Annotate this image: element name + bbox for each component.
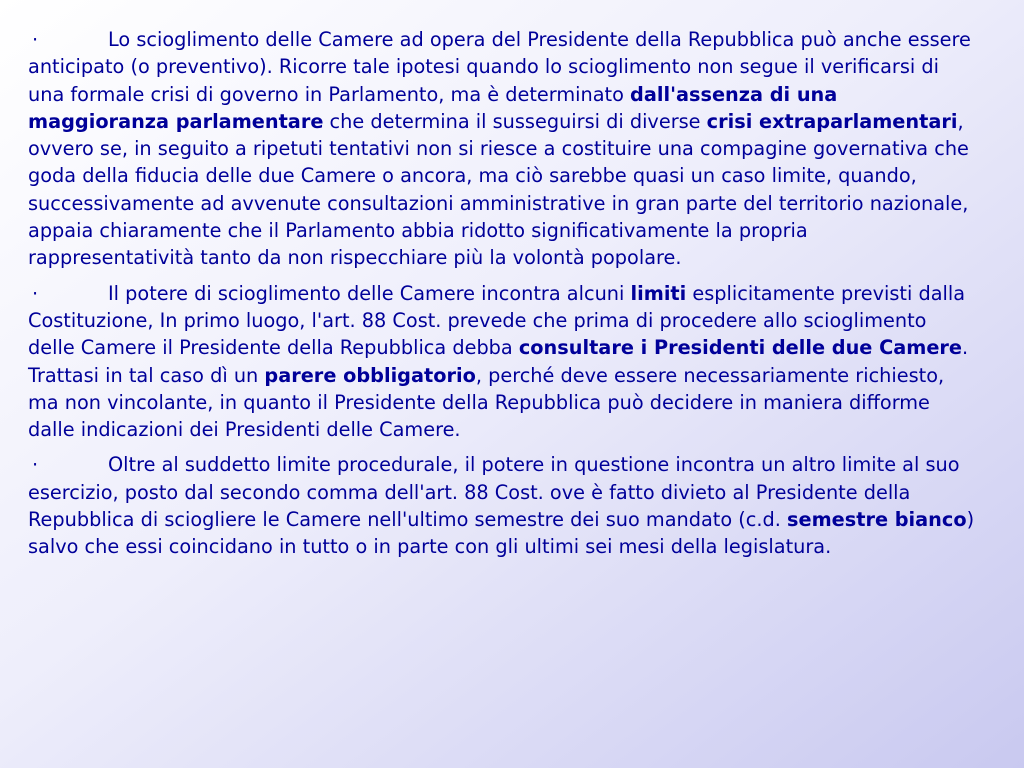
paragraph-2-emphasis: consultare i Presidenti delle due Camere bbox=[518, 336, 963, 360]
paragraph-1 bbox=[28, 26, 978, 272]
paragraph-2-emphasis: parere obbligatorio bbox=[264, 363, 476, 387]
paragraph-1-text: , ovvero se, in seguito a ripetuti tentativi non si riesce a costituire una compagine governativa che goda della fiducia delle due Camere o ancora, ma ciò sarebbe quasi un caso limite, quando, successivamente ad avvenute consultazioni amministrative in gran parte del territorio nazionale, appaia chiaramente che il Parlamento abbia ridotto significativamente la propria rappresentatività tanto da non rispecchiare più la volontà popolare. bbox=[28, 109, 969, 270]
paragraph-2-emphasis: limiti bbox=[630, 281, 687, 305]
paragraph-1-text: che determina il susseguirsi di diverse bbox=[323, 109, 707, 133]
paragraph-3 bbox=[28, 451, 978, 560]
paragraph-2-text: esplicitamente previsti dalla Costituzione, In primo luogo, l'art. 88 Cost. prevede che prima di procedere allo scioglimento delle Camere il Presidente della Repubblica debba bbox=[28, 281, 966, 360]
bullet-marker: · bbox=[32, 281, 39, 305]
bullet-marker: · bbox=[32, 28, 39, 51]
paragraph-1-emphasis: crisi extraparlamentari bbox=[706, 109, 958, 133]
paragraph-2-text: Il potere di scioglimento delle Camere incontra alcuni bbox=[108, 281, 631, 305]
paragraph-1-emphasis: dall'assenza di una maggioranza parlamentare bbox=[28, 82, 838, 133]
paragraph-3-emphasis: semestre bianco bbox=[787, 508, 967, 532]
paragraph-2 bbox=[28, 280, 978, 444]
paragraph-3-text: ) salvo che essi coincidano in tutto o in parte con gli ultimi sei mesi della legislatura. bbox=[28, 508, 975, 559]
paragraph-1-text: Lo scioglimento delle Camere ad opera del Presidente della Repubblica può anche essere anticipato (o preventivo). Ricorre tale ipotesi quando lo scioglimento non segue il verificarsi di una formale crisi di governo in Parlamento, ma è determinato bbox=[28, 28, 971, 106]
paragraph-2-text: . Trattasi in tal caso dì un bbox=[28, 336, 969, 387]
bullet-marker: · bbox=[32, 453, 39, 477]
paragraph-3-text: Oltre al suddetto limite procedurale, il potere in questione incontra un altro limite al suo esercizio, posto dal secondo comma dell'art. 88 Cost. ove è fatto divieto al Presidente della Repubblica di sciogliere le Camere nell'ultimo semestre dei suo mandato (c.d. bbox=[28, 453, 960, 532]
paragraph-2-text: , perché deve essere necessariamente richiesto, ma non vincolante, in quanto il Presidente della Repubblica può decidere in maniera difforme dalle indicazioni dei Presidenti delle Camere. bbox=[28, 363, 945, 442]
slide-content bbox=[28, 26, 978, 569]
